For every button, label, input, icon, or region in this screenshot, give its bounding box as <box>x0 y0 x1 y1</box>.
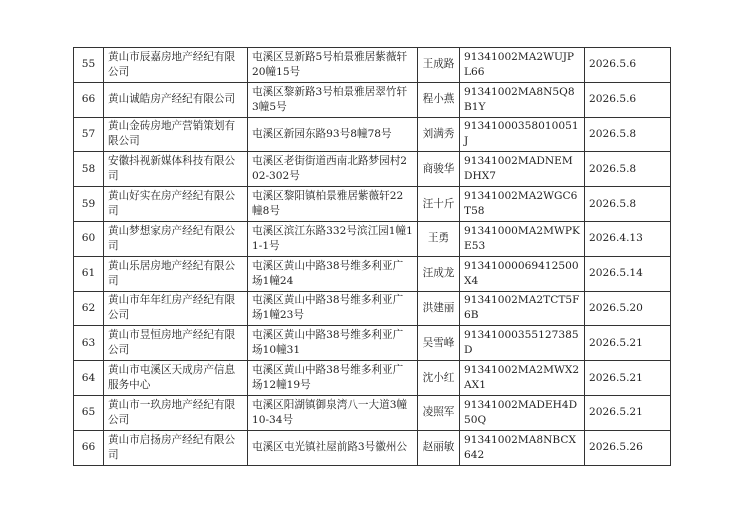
table-row <box>74 256 671 291</box>
legal-representative: 沈小红 <box>418 361 460 396</box>
credit-code: 91341000355127385D <box>460 326 585 361</box>
company-address: 屯溪区黄山中路38号维多利亚广场1幢24 <box>248 256 418 291</box>
company-name: 黄山市昱恒房地产经纪有限公司 <box>104 326 248 361</box>
credit-code: 91341002MA2TCT5F6B <box>460 291 585 326</box>
company-address: 屯溪区滨江东路332号滨江园1幢11-1号 <box>248 221 418 256</box>
table-row <box>74 395 671 430</box>
row-number: 63 <box>74 326 104 361</box>
credit-code: 91341002MADNEMDHX7 <box>460 152 585 187</box>
company-address: 屯溪区阳湖镇御泉湾八一大道3幢10-34号 <box>248 395 418 430</box>
credit-code: 91341002MA2MWX2AX1 <box>460 361 585 396</box>
valid-date: 2026.5.8 <box>585 117 671 152</box>
company-address: 屯溪区新园东路93号8幢78号 <box>248 117 418 152</box>
valid-date: 2026.5.8 <box>585 152 671 187</box>
row-number: 65 <box>74 395 104 430</box>
company-address: 屯溪区黄山中路38号维多利亚广场12幢19号 <box>248 361 418 396</box>
company-address: 屯溪区黎阳镇柏景雅居紫薇轩22幢8号 <box>248 187 418 222</box>
registry-table-body <box>74 48 671 466</box>
row-number: 58 <box>74 152 104 187</box>
row-number: 62 <box>74 291 104 326</box>
legal-representative: 汪成龙 <box>418 256 460 291</box>
company-name: 黄山市启扬房产经纪有限公司 <box>104 430 248 465</box>
row-number: 64 <box>74 361 104 396</box>
table-row <box>74 221 671 256</box>
company-name: 黄山好实在房产经纪有限公司 <box>104 187 248 222</box>
valid-date: 2026.5.21 <box>585 326 671 361</box>
credit-code: 91341002MA8N5Q8B1Y <box>460 82 585 117</box>
credit-code: 91341002MADEH4D50Q <box>460 395 585 430</box>
table-row <box>74 361 671 396</box>
valid-date: 2026.4.13 <box>585 221 671 256</box>
credit-code: 91341000069412500X4 <box>460 256 585 291</box>
legal-representative: 赵丽敏 <box>418 430 460 465</box>
credit-code: 91341002MA8NBCX642 <box>460 430 585 465</box>
legal-representative: 王成路 <box>418 48 460 83</box>
row-number: 55 <box>74 48 104 83</box>
legal-representative: 商骏华 <box>418 152 460 187</box>
row-number: 66 <box>74 430 104 465</box>
legal-representative: 凌照军 <box>418 395 460 430</box>
valid-date: 2026.5.8 <box>585 187 671 222</box>
credit-code: 91341000358010051J <box>460 117 585 152</box>
registry-table <box>73 47 671 466</box>
table-row <box>74 187 671 222</box>
row-number: 59 <box>74 187 104 222</box>
company-name: 黄山市一玖房地产经纪有限公司 <box>104 395 248 430</box>
legal-representative: 洪建丽 <box>418 291 460 326</box>
table-row <box>74 291 671 326</box>
company-address: 屯溪区黄山中路38号维多利亚广场10幢31 <box>248 326 418 361</box>
valid-date: 2026.5.20 <box>585 291 671 326</box>
company-name: 黄山诚皓房产经纪有限公司 <box>104 82 248 117</box>
company-name: 黄山梦想家房产经纪有限公司 <box>104 221 248 256</box>
table-row <box>74 326 671 361</box>
valid-date: 2026.5.21 <box>585 395 671 430</box>
valid-date: 2026.5.14 <box>585 256 671 291</box>
company-address: 屯溪区老街街道西南北路梦园村202-302号 <box>248 152 418 187</box>
legal-representative: 汪十斤 <box>418 187 460 222</box>
company-name: 黄山市辰嘉房地产经纪有限公司 <box>104 48 248 83</box>
legal-representative: 吴雪峰 <box>418 326 460 361</box>
company-address: 屯溪区屯光镇社屋前路3号徽州公 <box>248 430 418 465</box>
valid-date: 2026.5.6 <box>585 48 671 83</box>
valid-date: 2026.5.21 <box>585 361 671 396</box>
company-name: 黄山金砖房地产营销策划有限公司 <box>104 117 248 152</box>
company-name: 黄山市年年红房产经纪有限公司 <box>104 291 248 326</box>
table-row <box>74 152 671 187</box>
table-row <box>74 430 671 465</box>
table-row <box>74 48 671 83</box>
row-number: 60 <box>74 221 104 256</box>
legal-representative: 程小燕 <box>418 82 460 117</box>
company-address: 屯溪区黄山中路38号维多利亚广场1幢23号 <box>248 291 418 326</box>
credit-code: 91341002MA2WGC6T58 <box>460 187 585 222</box>
company-address: 屯溪区黎新路3号柏景雅居翠竹轩3幢5号 <box>248 82 418 117</box>
company-name: 黄山乐居房地产经纪有限公司 <box>104 256 248 291</box>
row-number: 61 <box>74 256 104 291</box>
row-number: 57 <box>74 117 104 152</box>
valid-date: 2026.5.26 <box>585 430 671 465</box>
table-row <box>74 82 671 117</box>
table-row <box>74 117 671 152</box>
legal-representative: 王勇 <box>418 221 460 256</box>
legal-representative: 刘满秀 <box>418 117 460 152</box>
company-name: 安徽抖视新媒体科技有限公司 <box>104 152 248 187</box>
company-name: 黄山市屯溪区天成房产信息服务中心 <box>104 361 248 396</box>
credit-code: 91341002MA2WUJPL66 <box>460 48 585 83</box>
valid-date: 2026.5.6 <box>585 82 671 117</box>
credit-code: 91341000MA2MWPKE53 <box>460 221 585 256</box>
row-number: 66 <box>74 82 104 117</box>
company-address: 屯溪区昱新路5号柏景雅居紫薇轩20幢15号 <box>248 48 418 83</box>
